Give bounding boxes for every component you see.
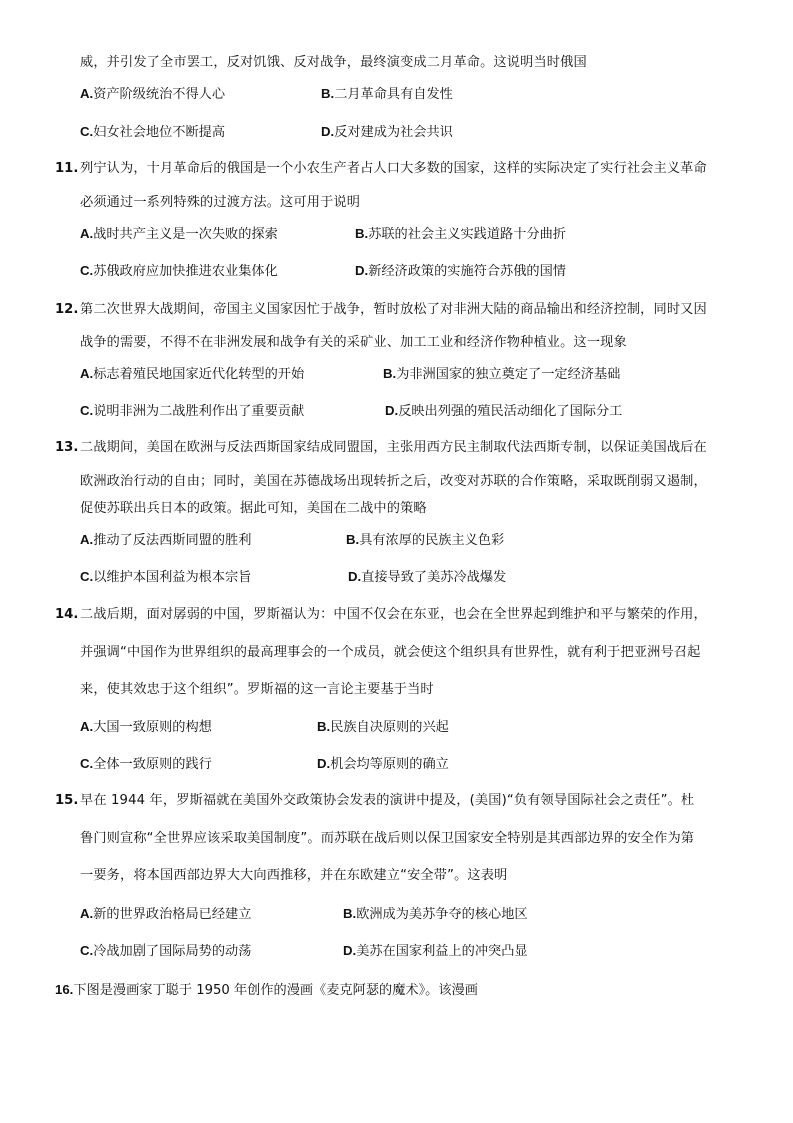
question-14-option-a: A.大国一致原则的构想 [80, 719, 212, 735]
question-15-stem-line: 一要务，将本国西部边界大大向西推移，并在东欧建立“安全带”。这表明 [80, 868, 508, 883]
question-11-option-b: B.苏联的社会主义实践道路十分曲折 [355, 226, 566, 242]
question-12-option-a: A.标志着殖民地国家近代化转型的开始 [80, 366, 305, 382]
question-16-stem-line: 16.下图是漫画家丁聪于 1950 年创作的漫画《麦克阿瑟的魔术》。该漫画 [55, 982, 478, 998]
question-14-number: 14. [55, 607, 79, 622]
question-13-stem-line: 二战期间，美国在欧洲与反法西斯国家结成同盟国，主张用西方民主制取代法西斯专制，以保证美国战后在 [80, 440, 707, 455]
question-14-option-b: B.民族自决原则的兴起 [317, 719, 449, 735]
question-11-option-c: C.苏俄政府应加快推进农业集体化 [80, 263, 278, 279]
question-13-number: 13. [55, 440, 79, 455]
question-14-option-c: C.全体一致原则的践行 [80, 756, 212, 772]
question-15-option-a: A.新的世界政治格局已经建立 [80, 906, 252, 922]
question-14-stem-line: 二战后期，面对孱弱的中国，罗斯福认为：中国不仅会在东亚，也会在全世界起到维护和平与繁荣的作用， [80, 607, 707, 622]
question-10-option-a: A.资产阶级统治不得人心 [80, 86, 226, 102]
question-11-stem-line: 必须通过一系列特殊的过渡方法。这可用于说明 [80, 195, 361, 210]
question-14-stem-line: 并强调“中国作为世界组织的最高理事会的一个成员，就会使这个组织具有世界性，就有利于把亚洲号召起 [80, 645, 701, 660]
question-15-number: 15. [55, 793, 79, 808]
question-15-option-d: D.美苏在国家利益上的冲突凸显 [343, 943, 528, 959]
question-13-option-c: C.以维护本国利益为根本宗旨 [80, 569, 252, 585]
question-11-option-a: A.战时共产主义是一次失败的探索 [80, 226, 278, 242]
question-10-option-d: D.反对建成为社会共识 [321, 124, 453, 140]
question-10-stem-line: 威，并引发了全市罢工，反对饥饿、反对战争，最终演变成二月革命。这说明当时俄国 [80, 55, 587, 70]
question-14-option-d: D.机会均等原则的确立 [317, 756, 449, 772]
question-13-option-d: D.直接导致了美苏冷战爆发 [348, 569, 507, 585]
question-11-stem-line: 列宁认为，十月革命后的俄国是一个小农生产者占人口大多数的国家，这样的实际决定了实行社会主义革命 [80, 161, 707, 176]
question-15-option-b: B.欧洲成为美苏争夺的核心地区 [343, 906, 528, 922]
question-12-option-c: C.说明非洲为二战胜利作出了重要贡献 [80, 403, 305, 419]
question-11-number: 11. [55, 161, 79, 176]
question-15-option-c: C.冷战加剧了国际局势的动荡 [80, 943, 252, 959]
question-14-stem-line: 来，使其效忠于这个组织”。罗斯福的这一言论主要基于当时 [80, 682, 434, 697]
question-13-option-a: A.推动了反法西斯同盟的胜利 [80, 532, 252, 548]
question-12-stem-line: 战争的需要，不得不在非洲发展和战争有关的采矿业、加工工业和经济作物种植业。这一现象 [80, 335, 627, 350]
question-12-number: 12. [55, 302, 79, 317]
question-13-option-b: B.具有浓厚的民族主义色彩 [346, 532, 505, 548]
question-12-option-b: B.为非洲国家的独立奠定了一定经济基础 [383, 366, 621, 382]
question-11-option-d: D.新经济政策的实施符合苏俄的国情 [355, 263, 566, 279]
question-12-option-d: D.反映出列强的殖民活动细化了国际分工 [385, 403, 623, 419]
question-15-stem-line: 鲁门则宣称“全世界应该采取美国制度”。而苏联在战后则以保卫国家安全特别是其西部边界的安全作为第 [80, 831, 695, 846]
question-15-stem-line: 早在 1944 年，罗斯福就在美国外交政策协会发表的演讲中提及，(美国)“负有领导国际社会之责任”。杜 [80, 793, 695, 808]
question-16-number: 16. [55, 982, 74, 997]
question-13-stem-line: 欧洲政治行动的自由；同时，美国在苏德战场出现转折之后，改变对苏联的合作策略，采取既削弱又遏制， [80, 474, 707, 489]
question-13-stem-line: 促使苏联出兵日本的政策。据此可知，美国在二战中的策略 [80, 501, 427, 516]
question-12-stem-line: 第二次世界大战期间，帝国主义国家因忙于战争，暂时放松了对非洲大陆的商品输出和经济控制，同时又因 [80, 302, 707, 317]
question-10-option-c: C.妇女社会地位不断提高 [80, 124, 226, 140]
question-10-option-b: B.二月革命具有自发性 [321, 86, 453, 102]
